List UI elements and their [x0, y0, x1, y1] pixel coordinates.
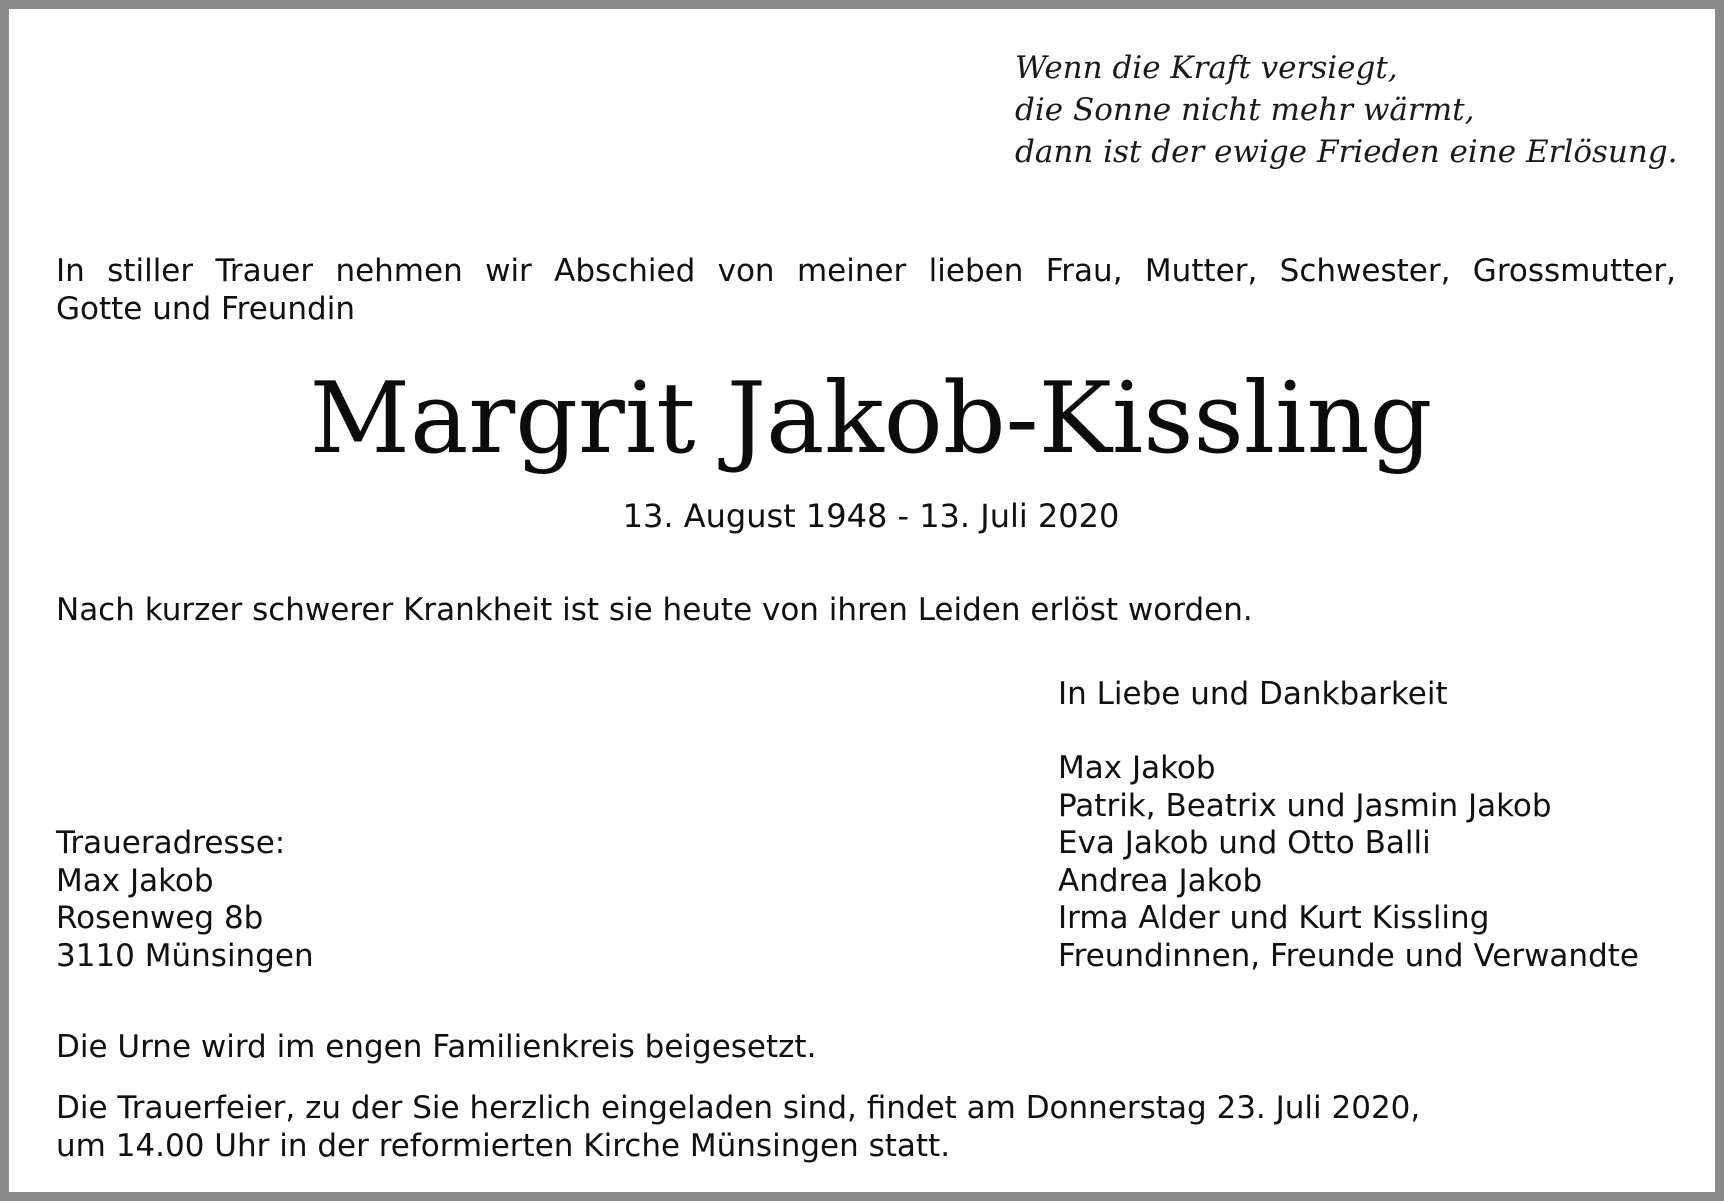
mourners-list [1058, 750, 1639, 975]
intro-word: Grossmutter, [1472, 253, 1676, 289]
mourner-name: Eva Jakob und Otto Balli [1058, 825, 1431, 861]
deceased-name: Margrit Jakob-Kissling [309, 362, 1433, 476]
motto-line: die Sonne nicht mehr wärmt, [1015, 92, 1475, 128]
intro-word: meiner [796, 253, 907, 289]
intro-word: In [56, 253, 85, 289]
address-line: 3110 Münsingen [56, 937, 314, 974]
ceremony-line: Die Trauerfeier, zu der Sie herzlich eingeladen sind, findet am Donnerstag 23. Juli 2020, [56, 1090, 1421, 1126]
mourner-name: Andrea Jakob [1058, 862, 1263, 899]
ceremony-line: um 14.00 Uhr in der reformierten Kirche Münsingen statt. [56, 1128, 951, 1164]
intro-word: von [717, 253, 775, 289]
mourning-address [56, 825, 314, 975]
intro-text [56, 252, 1676, 328]
signoff-heading: In Liebe und Dankbarkeit [1058, 676, 1448, 712]
intro-line: Gotte und Freundin [56, 291, 355, 327]
intro-word: Schwester, [1279, 253, 1451, 289]
mourner-name: Irma Alder und Kurt Kissling [1058, 900, 1490, 936]
ceremony-notice [56, 1089, 1420, 1165]
address-label: Traueradresse: [56, 825, 286, 861]
life-dates: 13. August 1948 - 13. Juli 2020 [622, 497, 1120, 535]
burial-notice: Die Urne wird im engen Familienkreis beigesetzt. [56, 1029, 817, 1065]
intro-word: stiller [107, 253, 194, 289]
address-line: Max Jakob [56, 862, 214, 899]
motto-poem [1015, 47, 1678, 173]
address-line: Rosenweg 8b [56, 900, 264, 936]
intro-word: Mutter, [1144, 253, 1258, 289]
mourner-name: Patrik, Beatrix und Jasmin Jakob [1058, 787, 1552, 824]
intro-word: Trauer [215, 253, 314, 289]
intro-word: lieben [928, 253, 1024, 289]
mourner-name: Max Jakob [1058, 750, 1216, 786]
intro-word: wir [485, 253, 532, 289]
intro-word: nehmen [335, 253, 463, 289]
intro-word: Abschied [554, 253, 696, 289]
motto-line: dann ist der ewige Frieden eine Erlösung. [1015, 134, 1678, 170]
illness-message: Nach kurzer schwerer Krankheit ist sie heute von ihren Leiden erlöst worden. [56, 592, 1253, 628]
mourner-name: Freundinnen, Freunde und Verwandte [1058, 937, 1639, 974]
intro-word: Frau, [1045, 253, 1123, 289]
intro-line [56, 252, 1676, 290]
motto-line: Wenn die Kraft versiegt, [1015, 50, 1398, 86]
